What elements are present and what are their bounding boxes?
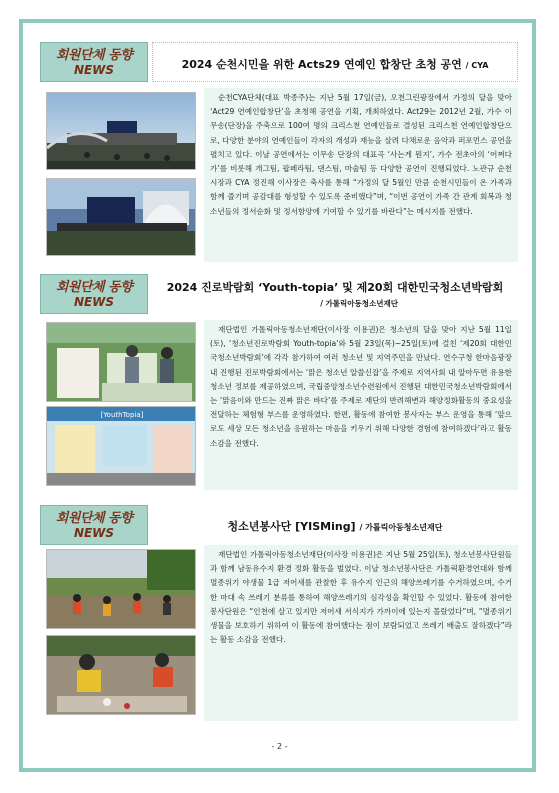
concert-photo-2	[46, 178, 196, 256]
section-body-text: 재단법인 가톨릭아동청소년재단(이사장 이용권)은 지난 5월 25일(토), 청소년봉사단원들과 함께 남동유수지 환경 정화 활동을 벌였다. 이날 청소년봉사단은 가톨릭환경연대와 함께 멸종위기 야생물 1급 저어새를 관찰한 후 유수지 인근의 해양쓰레기를 수거하였으며, 수거한 마대 속 쓰레기 분류를 통하여 해양쓰레기의 심각성을 확인할 수 있었다. 활동에 참여한 봉사단원은 “인천에 살고 있지만 저어새 서식지가 가까이에 있는지 몰랐었다”며, “멸종위기생물을 보호하기 위하여 이 활동에 참여했다는 점이 보람되었고 쓰레기 배출도 잘하겠다”라는 활동 소감을 전했다.	[204, 545, 518, 721]
badge-english: NEWS	[73, 63, 115, 77]
expo-sign-photo	[46, 406, 196, 486]
news-badge	[40, 505, 148, 545]
volunteer-photo-2	[46, 635, 196, 715]
section-title	[153, 56, 517, 72]
badge-korean: 회원단체 동향	[55, 280, 133, 295]
badge-english: NEWS	[73, 295, 115, 309]
badge-english: NEWS	[73, 526, 115, 540]
title-org: / CYA	[465, 61, 489, 70]
title-box	[152, 42, 518, 82]
volunteer-photo-1	[46, 549, 196, 629]
section-body-text: 재단법인 가톨릭아동청소년재단(이사장 이용권)은 청소년의 달을 맞아 지난 5월 11일(토), ‘청소년진로박람회 Youth-topia’와 5월 23일(목)~25일(토)에 걸친 ‘제20회 대한민국청소년박람회’에 각각 참가하여 여러 청소년 및 지역주민을 만났다. 연수구청 한마음광장 내 진행된 진로박람회에서는 ‘맑은 청소년 알쓸신잡’을 주제로 지역사회 내 알아두면 유용한 청소년 정보를 제공하였으며, 국립중앙청소년수련원에서 진행된 대한민국청소년박람회에서는 ‘맑음이와 만드는 진짜 맑은 바다’를 주제로 재단의 반려해변과 해양정화활동의 중요성을 전달하는 체험형 부스를 운영하였다. 한편, 활동에 참여한 봉사자는 부스 운영을 통해 ‘앞으로도 세상 모든 청소년을 응원하는 마음을 키우기 위해 다양한 경험에 참여하겠다’라고 활동 소감을 전했다.	[204, 320, 518, 490]
section-header	[40, 505, 518, 545]
section-header	[40, 42, 518, 82]
title-text: 청소년봉사단 [YISMing]	[227, 520, 356, 533]
page-number: - 2 -	[271, 742, 288, 751]
concert-photo-1	[46, 92, 196, 170]
news-section-1	[40, 42, 518, 216]
section-title: 2024 진로박람회 ‘Youth-topia’ 및 제20회 대한민국청소년박람회	[166, 281, 504, 294]
title-org: / 가톨릭아동청소년재단	[359, 523, 443, 532]
news-section-3	[40, 505, 518, 645]
news-section-2	[40, 274, 518, 448]
badge-korean: 회원단체 동향	[55, 511, 133, 526]
title-box	[152, 505, 518, 545]
section-title	[152, 518, 518, 534]
section-header	[40, 274, 518, 314]
title-box	[152, 274, 518, 314]
section-body-text: 순천CYA단체(대표 박종주)는 지난 5월 17일(금), 오천그린광장에서 가정의 달을 맞아 ‘Act29 연예인합창단’을 초청해 공연을 기획, 개최하였다. Act29는 2012년 2월, 가수 이무송(단장)을 주축으로 100여 명의 크리스천 연예인들로 결성된 크리스천 연예인합창단으로, 다양한 분야의 연예인들이 각자의 개성과 재능을 살려 다채로운 음악과 퍼포먼스 공연을 펼치고 있다. 이날 공연에서는 이무송 단장의 대표곡 ‘사는게 뭔지’, 가수 전초아의 ‘어쩌다가’를 비롯해 개그팀, 팝페라팀, 댄스팀, 마술팀 등 다양한 공연이 진행되었다. 노관규 순천시장과 CYA 정진해 이사장은 축사를 통해 “가정의 달 5월인 만큼 순천시민들이 온 가족과 함께 즐기며 공감대를 형성할 수 있도록 준비했다”며, “이번 공연이 가족 간 관계 회복과 청소년들의 정서순화 및 정서함양에 기여할 수 있기를 바란다”는 메시지를 전했다.	[204, 88, 518, 262]
news-badge	[40, 274, 148, 314]
badge-korean: 회원단체 동향	[55, 48, 133, 63]
booth-sign-text: [YouthTopia]	[100, 411, 144, 419]
news-badge	[40, 42, 148, 82]
expo-booth-photo	[46, 322, 196, 402]
title-org: / 가톨릭아동청소년재단	[320, 299, 398, 308]
title-text: 2024 순천시민을 위한 Acts29 연예인 합창단 초청 공연	[181, 58, 462, 71]
